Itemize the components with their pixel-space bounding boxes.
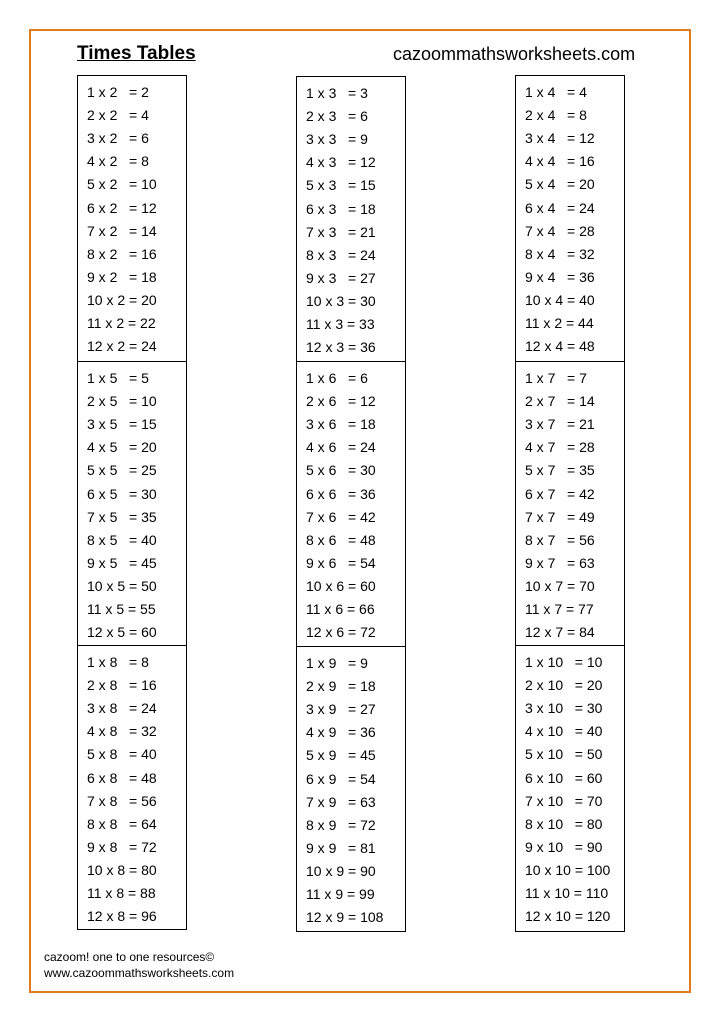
table-row: 3 x 2 = 6 bbox=[87, 130, 149, 147]
table-row: 6 x 6 = 36 bbox=[306, 485, 376, 502]
table-row: 12 x 6 = 72 bbox=[306, 624, 376, 641]
table-row: 6 x 5 = 30 bbox=[87, 485, 157, 502]
table-row: 1 x 2 = 2 bbox=[87, 84, 149, 100]
table-row: 2 x 8 = 16 bbox=[87, 677, 157, 694]
times-table-7 bbox=[515, 361, 625, 646]
table-row: 2 x 5 = 10 bbox=[87, 393, 157, 410]
table-row: 7 x 8 = 56 bbox=[87, 792, 157, 809]
footer-credit: cazoom! one to one resources© bbox=[44, 950, 215, 964]
times-table-6 bbox=[296, 361, 406, 647]
table-row: 9 x 9 = 81 bbox=[306, 839, 376, 856]
table-row: 4 x 10 = 40 bbox=[525, 723, 603, 740]
table-row: 6 x 7 = 42 bbox=[525, 485, 595, 502]
table-row: 6 x 3 = 18 bbox=[306, 200, 376, 217]
table-row: 8 x 9 = 72 bbox=[306, 816, 376, 833]
table-row: 11 x 6 = 66 bbox=[306, 601, 375, 617]
table-row: 10 x 7 = 70 bbox=[525, 577, 595, 594]
table-row: 3 x 5 = 15 bbox=[87, 416, 157, 433]
table-row: 3 x 3 = 9 bbox=[306, 131, 368, 148]
table-row: 10 x 6 = 60 bbox=[306, 577, 376, 594]
table-row: 12 x 5 = 60 bbox=[87, 624, 157, 641]
table-row: 11 x 2 = 44 bbox=[525, 315, 594, 331]
table-row: 11 x 3 = 33 bbox=[306, 316, 375, 332]
table-row: 2 x 3 = 6 bbox=[306, 108, 368, 125]
table-row: 12 x 10 = 120 bbox=[525, 908, 611, 925]
table-row: 11 x 5 = 55 bbox=[87, 601, 156, 617]
times-table-2 bbox=[77, 75, 187, 362]
table-row: 10 x 5 = 50 bbox=[87, 577, 157, 594]
table-row: 2 x 4 = 8 bbox=[525, 107, 587, 124]
table-row: 10 x 2 = 20 bbox=[87, 291, 157, 308]
table-row: 1 x 8 = 8 bbox=[87, 654, 149, 670]
table-row: 8 x 10 = 80 bbox=[525, 815, 603, 832]
table-row: 10 x 8 = 80 bbox=[87, 861, 157, 878]
table-row: 5 x 3 = 15 bbox=[306, 177, 376, 194]
table-row: 12 x 3 = 36 bbox=[306, 339, 376, 356]
table-row: 2 x 6 = 12 bbox=[306, 393, 376, 410]
table-row: 4 x 6 = 24 bbox=[306, 439, 376, 456]
table-row: 5 x 10 = 50 bbox=[525, 746, 603, 763]
table-row: 6 x 8 = 48 bbox=[87, 769, 157, 786]
table-row: 9 x 3 = 27 bbox=[306, 269, 376, 286]
table-row: 5 x 9 = 45 bbox=[306, 747, 376, 764]
table-row: 5 x 8 = 40 bbox=[87, 746, 157, 763]
table-row: 5 x 4 = 20 bbox=[525, 176, 595, 193]
table-row: 8 x 2 = 16 bbox=[87, 245, 157, 262]
page-title: Times Tables bbox=[77, 43, 196, 64]
table-row: 3 x 9 = 27 bbox=[306, 701, 376, 718]
table-row: 12 x 8 = 96 bbox=[87, 908, 157, 925]
table-row: 2 x 10 = 20 bbox=[525, 677, 603, 694]
table-row: 3 x 10 = 30 bbox=[525, 700, 603, 717]
table-row: 5 x 7 = 35 bbox=[525, 462, 595, 479]
table-row: 3 x 8 = 24 bbox=[87, 700, 157, 717]
table-row: 4 x 2 = 8 bbox=[87, 153, 149, 170]
table-row: 2 x 2 = 4 bbox=[87, 107, 149, 124]
table-row: 4 x 8 = 32 bbox=[87, 723, 157, 740]
table-row: 7 x 2 = 14 bbox=[87, 222, 157, 239]
table-row: 11 x 9 = 99 bbox=[306, 886, 375, 902]
table-row: 7 x 5 = 35 bbox=[87, 508, 157, 525]
table-row: 1 x 3 = 3 bbox=[306, 85, 368, 101]
times-table-3 bbox=[296, 76, 406, 362]
table-row: 4 x 5 = 20 bbox=[87, 439, 157, 456]
table-row: 5 x 6 = 30 bbox=[306, 462, 376, 479]
table-row: 6 x 4 = 24 bbox=[525, 199, 595, 216]
table-row: 9 x 4 = 36 bbox=[525, 268, 595, 285]
table-row: 7 x 3 = 21 bbox=[306, 223, 376, 240]
table-row: 10 x 4 = 40 bbox=[525, 291, 595, 308]
table-row: 9 x 7 = 63 bbox=[525, 554, 595, 571]
table-row: 8 x 7 = 56 bbox=[525, 531, 595, 548]
table-row: 11 x 10 = 110 bbox=[525, 885, 609, 901]
table-row: 11 x 7 = 77 bbox=[525, 601, 594, 617]
table-row: 11 x 8 = 88 bbox=[87, 885, 156, 901]
table-row: 5 x 5 = 25 bbox=[87, 462, 157, 479]
table-row: 4 x 4 = 16 bbox=[525, 153, 595, 170]
table-row: 1 x 9 = 9 bbox=[306, 655, 368, 671]
table-row: 7 x 10 = 70 bbox=[525, 792, 603, 809]
table-row: 9 x 8 = 72 bbox=[87, 838, 157, 855]
table-row: 4 x 9 = 36 bbox=[306, 724, 376, 741]
table-row: 7 x 7 = 49 bbox=[525, 508, 595, 525]
table-row: 7 x 6 = 42 bbox=[306, 508, 376, 525]
table-row: 7 x 9 = 63 bbox=[306, 793, 376, 810]
times-table-8 bbox=[77, 645, 187, 930]
table-row: 8 x 4 = 32 bbox=[525, 245, 595, 262]
table-row: 6 x 2 = 12 bbox=[87, 199, 157, 216]
table-row: 3 x 7 = 21 bbox=[525, 416, 595, 433]
table-row: 3 x 6 = 18 bbox=[306, 416, 376, 433]
table-row: 12 x 9 = 108 bbox=[306, 909, 384, 926]
table-row: 1 x 4 = 4 bbox=[525, 84, 587, 100]
table-row: 10 x 3 = 30 bbox=[306, 292, 376, 309]
table-row: 8 x 8 = 64 bbox=[87, 815, 157, 832]
times-table-4 bbox=[515, 75, 625, 362]
table-row: 9 x 5 = 45 bbox=[87, 554, 157, 571]
table-row: 8 x 3 = 24 bbox=[306, 246, 376, 263]
table-row: 12 x 4 = 48 bbox=[525, 338, 595, 355]
table-row: 2 x 9 = 18 bbox=[306, 678, 376, 695]
site-url-header: cazoommathsworksheets.com bbox=[393, 44, 636, 64]
table-row: 8 x 5 = 40 bbox=[87, 531, 157, 548]
table-row: 2 x 7 = 14 bbox=[525, 393, 595, 410]
table-row: 9 x 10 = 90 bbox=[525, 838, 603, 855]
table-row: 12 x 2 = 24 bbox=[87, 338, 157, 355]
table-row: 6 x 9 = 54 bbox=[306, 770, 376, 787]
times-table-9 bbox=[296, 646, 406, 932]
table-row: 1 x 5 = 5 bbox=[87, 370, 149, 386]
table-row: 9 x 6 = 54 bbox=[306, 554, 376, 571]
table-row: 5 x 2 = 10 bbox=[87, 176, 157, 193]
table-row: 12 x 7 = 84 bbox=[525, 624, 595, 641]
table-row: 6 x 10 = 60 bbox=[525, 769, 603, 786]
table-row: 3 x 4 = 12 bbox=[525, 130, 595, 147]
table-row: 10 x 10 = 100 bbox=[525, 861, 611, 878]
table-row: 11 x 2 = 22 bbox=[87, 315, 156, 331]
table-row: 4 x 3 = 12 bbox=[306, 154, 376, 171]
times-table-5 bbox=[77, 361, 187, 646]
table-row: 7 x 4 = 28 bbox=[525, 222, 595, 239]
footer-url: www.cazoommathsworksheets.com bbox=[44, 966, 235, 980]
table-row: 8 x 6 = 48 bbox=[306, 531, 376, 548]
table-row: 1 x 6 = 6 bbox=[306, 370, 368, 386]
table-row: 1 x 7 = 7 bbox=[525, 370, 587, 386]
table-row: 4 x 7 = 28 bbox=[525, 439, 595, 456]
table-row: 10 x 9 = 90 bbox=[306, 862, 376, 879]
table-row: 9 x 2 = 18 bbox=[87, 268, 157, 285]
table-row: 1 x 10 = 10 bbox=[525, 654, 603, 670]
times-table-10 bbox=[515, 645, 625, 932]
